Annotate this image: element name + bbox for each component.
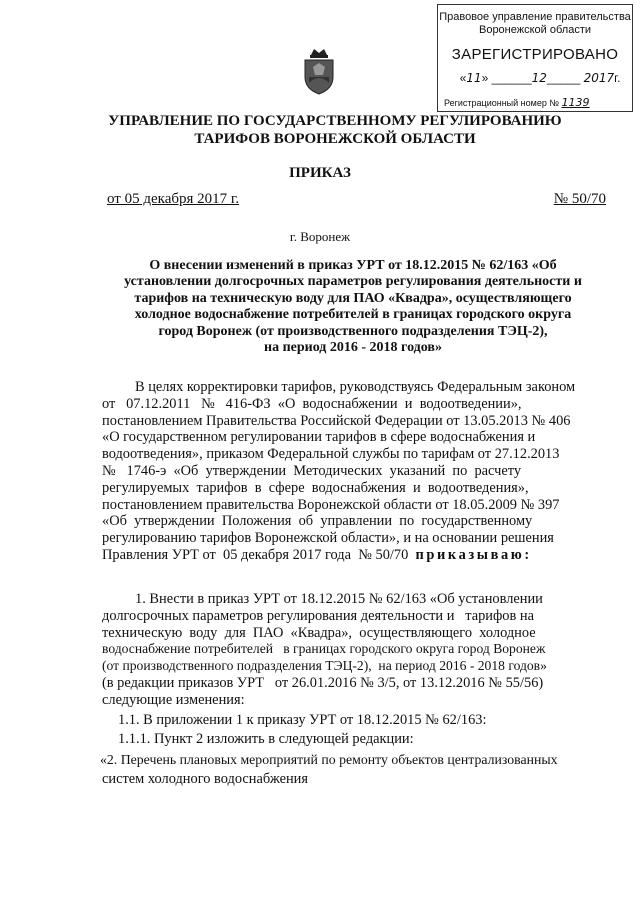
item-1-line: (от производственного подразделения ТЭЦ-2), на период 2016 - 2018 годов» [102, 658, 547, 674]
item-1-line: водоснабжение потребителей в границах городского округа город Воронеж [102, 641, 546, 657]
title-line: тарифов на техническую воду для ПАО «Квадра», осуществляющего [134, 290, 572, 306]
preamble-line: постановлением правительства Воронежской области от 18.05.2009 № 397 [102, 496, 560, 513]
item-1-line: долгосрочных параметров регулирования деятельности и тарифов на [102, 607, 534, 624]
preamble-last-text: Правления УРТ от 05 декабря 2017 года № 50/70 [102, 546, 409, 563]
coat-of-arms-icon [301, 47, 337, 95]
item-1-paragraph [102, 591, 602, 709]
item-1-line: (в редакции приказов УРТ от 26.01.2016 № 3/5, от 13.12.2016 № 55/56) [102, 674, 544, 691]
title-line: на период 2016 - 2018 годов» [264, 340, 442, 356]
quote-line-2: систем холодного водоснабжения [102, 771, 308, 787]
title-line: О внесении изменений в приказ УРТ от 18.12.2015 № 62/163 «Об [149, 258, 557, 273]
preamble-paragraph [102, 379, 602, 564]
stamp-date-day: 11 [466, 71, 482, 85]
preamble-line: водоотведения», приказом Федеральной службы по тарифам от 27.12.2013 [102, 446, 560, 463]
quote-line-1: «2. Перечень плановых мероприятий по ремонту объектов централизованных [100, 752, 558, 767]
document-type: ПРИКАЗ [289, 165, 351, 181]
stamp-registered-label: ЗАРЕГИСТРИРОВАНО [451, 46, 619, 63]
agency-name-line2: ТАРИФОВ ВОРОНЕЖСКОЙ ОБЛАСТИ [194, 131, 476, 147]
stamp-authority-line1: Правовое управление правительства [439, 11, 631, 23]
preamble-line: «Об утверждении Положения об управлении по государственному [102, 513, 533, 530]
preamble-line: В целях корректировки тарифов, руководствуясь Федеральным законом [135, 379, 576, 395]
item-1-line: 1. Внести в приказ УРТ от 18.12.2015 № 62/163 «Об установлении [135, 591, 543, 607]
item-1-line: техническую воду для ПАО «Квадра», осуществляющего холодное [102, 624, 536, 641]
stamp-authority-line2: Воронежской области [478, 24, 591, 36]
preamble-last-line [102, 547, 602, 564]
stamp-reg-number-value: 1139 [561, 96, 590, 109]
title-line: установлении долгосрочных параметров регулирования деятельности и [124, 274, 582, 290]
item-1-line: следующие изменения: [102, 691, 245, 708]
preamble-line: постановлением Правительства Российской Федерации от 13.05.2013 № 406 [102, 412, 571, 429]
title-line: город Воронеж (от производственного подразделения ТЭЦ-2), [158, 323, 548, 339]
order-number: № 50/70 [553, 191, 606, 207]
stamp-reg-number-label: Регистрационный номер № [444, 98, 560, 108]
stamp-reg-number [444, 96, 628, 109]
preamble-line: № 1746-э «Об утверждении Методических указаний по расчету [102, 462, 522, 479]
preamble-line: регулируемых тарифов в сфере водоснабжения и водоотведения», [102, 479, 529, 496]
preamble-line: «О государственном регулировании тарифов в сфере водоснабжения и [102, 429, 536, 446]
preamble-line: регулированию тарифов Воронежской области», и на основании решения [102, 530, 554, 547]
title-line: холодное водоснабжение потребителей в границах городского округа [134, 307, 572, 323]
agency-name-line1: УПРАВЛЕНИЕ ПО ГОСУДАРСТВЕННОМУ РЕГУЛИРОВАНИЮ [108, 113, 562, 129]
city: г. Воронеж [289, 229, 351, 244]
order-word: приказываю: [415, 546, 532, 563]
order-date: от 05 декабря 2017 г. [107, 191, 240, 207]
stamp-date-year: 2017 [583, 71, 615, 85]
stamp-date: «11» ______12_____ 2017г. [459, 71, 621, 85]
item-1-1: 1.1. В приложении 1 к приказу УРТ от 18.12.2015 № 62/163: [118, 712, 487, 728]
registration-stamp [437, 4, 633, 112]
order-title [118, 258, 588, 356]
stamp-date-month: 12 [531, 71, 547, 85]
item-1-1-1: 1.1.1. Пункт 2 изложить в следующей редакции: [118, 731, 414, 747]
preamble-line: от 07.12.2011 № 416-ФЗ «О водоснабжении и водоотведении», [102, 395, 522, 412]
